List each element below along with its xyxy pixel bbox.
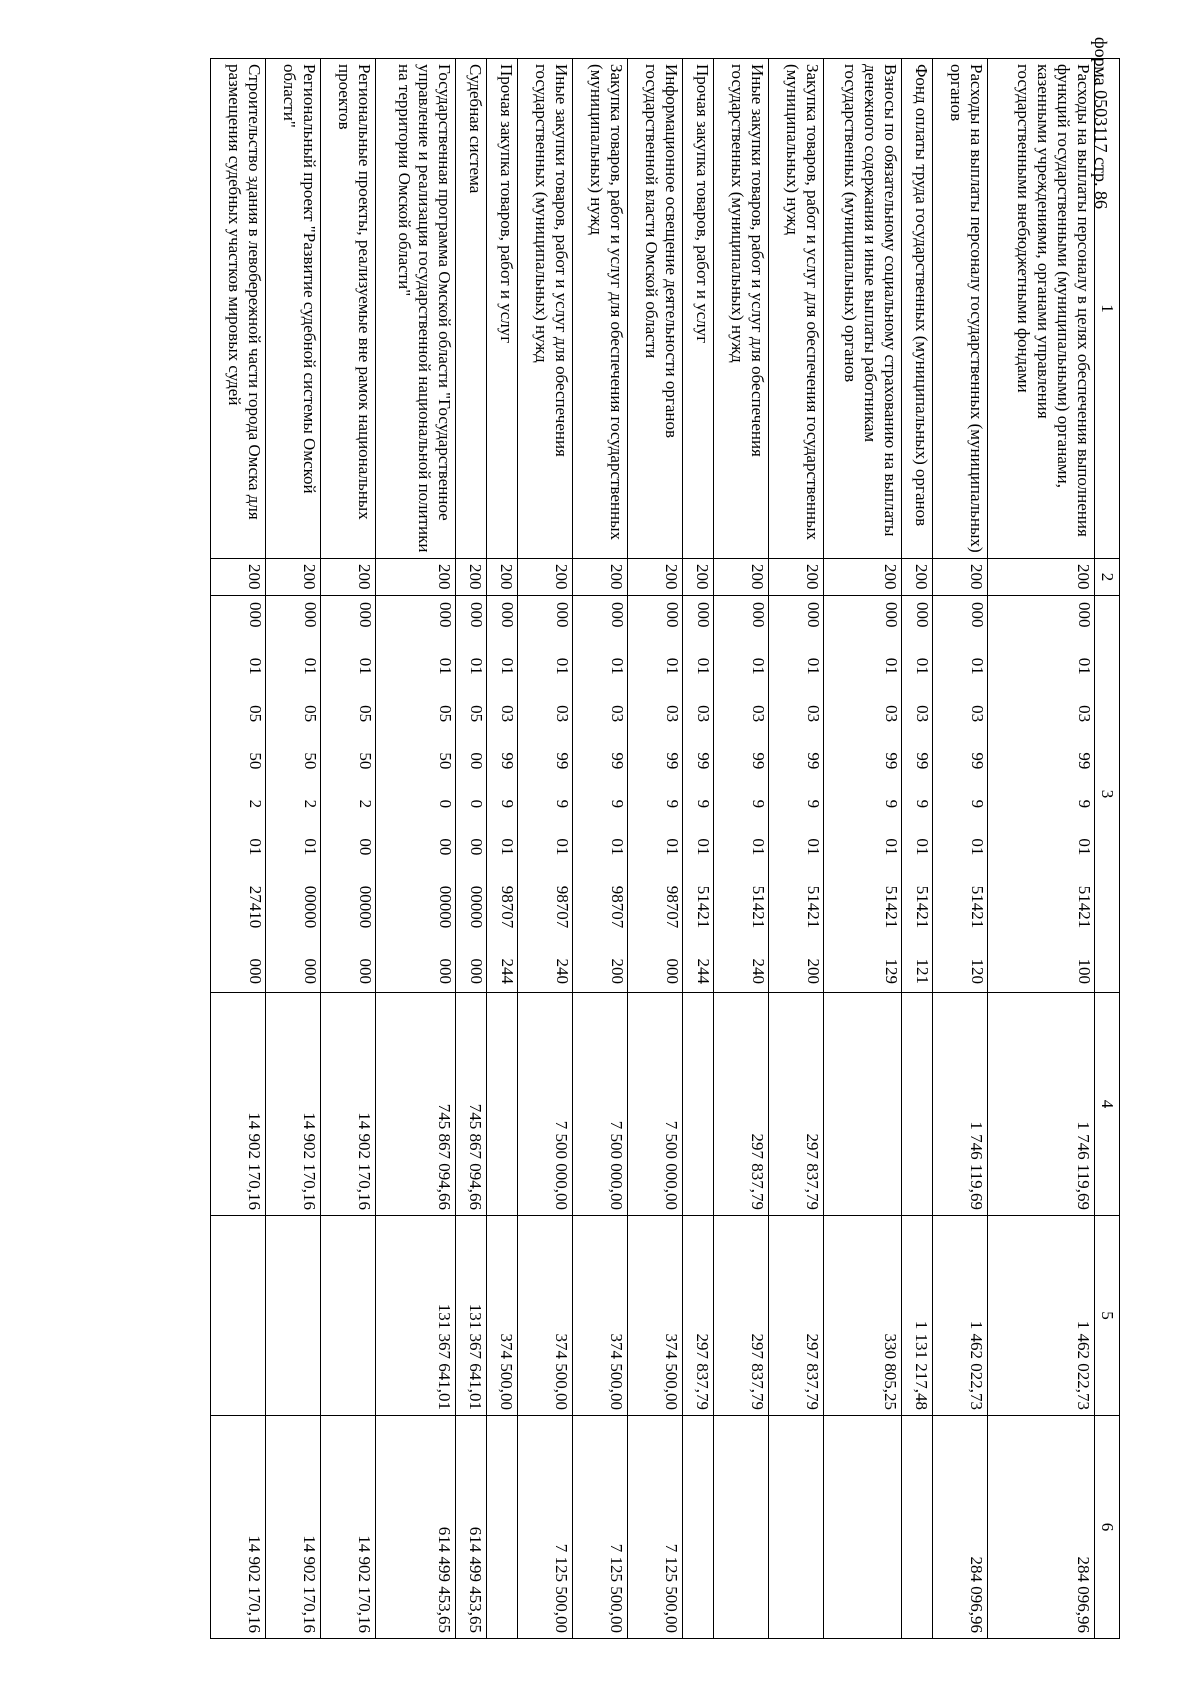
unexecuted-amount [682,1416,713,1639]
code-segment: 05 [466,705,486,723]
code-segment: 50 [300,752,320,770]
table-row [210,59,265,1639]
code-segment: 01 [967,838,987,856]
code-segment: 01 [881,657,901,675]
table-row [768,59,823,1639]
code-segments [435,598,455,990]
code-segment: 000 [245,958,265,984]
col-header-6: 6 [1094,1416,1119,1639]
code-segment: 9 [607,799,627,809]
budget-classification-code [682,596,713,993]
code-segment: 05 [300,705,320,723]
code-segment: 000 [748,602,768,628]
code-segment: 51421 [967,885,987,929]
code-segments [355,598,375,990]
row-description: Расходы на выплаты персоналу в целях обеспечения выполнения функций государственными (муниципальными) органами, казенными учреждениями, органами управления государственными внебюджетными фондами [987,59,1094,559]
code-segment: 000 [355,602,375,628]
code-segment: 129 [881,958,901,984]
executed-amount [265,1216,320,1416]
budget-classification-code [455,596,486,993]
row-description: Региональный проект "Развитие судебной системы Омской области" [265,59,320,559]
row-description: Иные закупки товаров, работ и услуг для обеспечения государственных (муниципальных) нужд [517,59,572,559]
unexecuted-amount: 614 499 453,65 [375,1416,455,1639]
budget-classification-code [987,596,1094,993]
code-segment: 000 [355,958,375,984]
approved-amount: 745 867 094,66 [375,993,455,1216]
code-segment: 9 [662,799,682,809]
code-segment: 01 [803,838,823,856]
approved-amount: 14 902 170,16 [265,993,320,1216]
code-segment: 9 [552,799,572,809]
code-segment: 00000 [466,885,486,929]
code-segment: 51421 [912,885,932,929]
unexecuted-amount [713,1416,768,1639]
budget-classification-code [932,596,987,993]
executed-amount: 297 837,79 [713,1216,768,1416]
line-code: 200 [627,559,682,596]
approved-amount: 1 746 119,69 [932,993,987,1216]
code-segment: 01 [607,657,627,675]
table-row [455,59,486,1639]
table-row [517,59,572,1639]
table-row [932,59,987,1639]
code-segment: 01 [912,657,932,675]
code-segment: 03 [748,705,768,723]
approved-amount [823,993,901,1216]
col-header-3: 3 [1094,596,1119,993]
unexecuted-amount: 614 499 453,65 [455,1416,486,1639]
approved-amount [486,993,517,1216]
row-description: Взносы по обязательному социальному страхованию на выплаты денежного содержания и иные выплаты работникам государственных (муниципальных) органов [823,59,901,559]
code-segment: 01 [693,838,713,856]
table-row [265,59,320,1639]
code-segment: 99 [748,752,768,770]
code-segment: 01 [881,838,901,856]
code-segment: 200 [803,958,823,984]
executed-amount: 131 367 641,01 [455,1216,486,1416]
line-code: 200 [455,559,486,596]
approved-amount: 745 867 094,66 [455,993,486,1216]
code-segment: 99 [967,752,987,770]
unexecuted-amount [486,1416,517,1639]
code-segment: 01 [748,657,768,675]
unexecuted-amount: 284 096,96 [932,1416,987,1639]
code-segment: 000 [803,602,823,628]
code-segment: 01 [662,657,682,675]
code-segments [693,598,713,990]
code-segment: 01 [497,657,517,675]
row-description: Государственная программа Омской области "Государственное управление и реализация государственной национальной политики на территории Омской области" [375,59,455,559]
code-segment: 9 [497,799,517,809]
unexecuted-amount: 14 902 170,16 [320,1416,375,1639]
code-segment: 00 [466,838,486,856]
code-segment: 000 [662,958,682,984]
approved-amount: 297 837,79 [713,993,768,1216]
unexecuted-amount: 14 902 170,16 [265,1416,320,1639]
code-segment: 2 [300,799,320,809]
line-code: 200 [486,559,517,596]
unexecuted-amount [901,1416,932,1639]
budget-classification-code [768,596,823,993]
line-code: 200 [375,559,455,596]
code-segments [1074,598,1094,990]
budget-classification-code [823,596,901,993]
code-segment: 01 [355,657,375,675]
code-segments [662,598,682,990]
code-segment: 00 [355,838,375,856]
code-segment: 244 [497,958,517,984]
report-table-rotated [117,58,1120,1638]
code-segment: 03 [497,705,517,723]
line-code: 200 [572,559,627,596]
budget-classification-code [901,596,932,993]
code-segment: 121 [912,958,932,984]
code-segment: 01 [552,838,572,856]
code-segment: 03 [552,705,572,723]
executed-amount: 374 500,00 [517,1216,572,1416]
unexecuted-amount: 7 125 500,00 [572,1416,627,1639]
code-segment: 98707 [497,885,517,929]
approved-amount: 7 500 000,00 [517,993,572,1216]
executed-amount: 1 131 217,48 [901,1216,932,1416]
budget-classification-code [486,596,517,993]
code-segment: 50 [435,752,455,770]
approved-amount: 7 500 000,00 [627,993,682,1216]
table-row [682,59,713,1639]
code-segment: 50 [245,752,265,770]
code-segment: 99 [881,752,901,770]
code-segment: 51421 [881,885,901,929]
code-segment: 120 [967,958,987,984]
code-segment: 01 [1074,657,1094,675]
approved-amount: 1 746 119,69 [987,993,1094,1216]
code-segment: 01 [1074,838,1094,856]
code-segment: 2 [355,799,375,809]
code-segment: 99 [1074,752,1094,770]
code-segment: 000 [245,602,265,628]
code-segment: 01 [662,838,682,856]
code-segment: 000 [881,602,901,628]
budget-classification-code [265,596,320,993]
code-segments [967,598,987,990]
code-segment: 51421 [1074,885,1094,929]
col-header-1: 1 [1094,59,1119,559]
line-code: 200 [682,559,713,596]
code-segment: 01 [245,838,265,856]
code-segment: 03 [803,705,823,723]
code-segment: 03 [912,705,932,723]
approved-amount [682,993,713,1216]
code-segment: 000 [607,602,627,628]
code-segment: 000 [912,602,932,628]
code-segment: 9 [748,799,768,809]
code-segment: 05 [355,705,375,723]
code-segment: 000 [497,602,517,628]
code-segment: 244 [693,958,713,984]
line-code: 200 [823,559,901,596]
code-segment: 9 [881,799,901,809]
row-description: Судебная система [455,59,486,559]
code-segment: 03 [693,705,713,723]
budget-classification-code [517,596,572,993]
col-header-4: 4 [1094,993,1119,1216]
code-segment: 99 [803,752,823,770]
code-segment: 50 [355,752,375,770]
code-segment: 01 [300,838,320,856]
budget-classification-code [210,596,265,993]
executed-amount [210,1216,265,1416]
executed-amount: 297 837,79 [768,1216,823,1416]
budget-classification-code [320,596,375,993]
code-segment: 00000 [300,885,320,929]
code-segment: 03 [1074,705,1094,723]
line-code: 200 [713,559,768,596]
table-row [713,59,768,1639]
code-segments [552,598,572,990]
code-segment: 0 [435,799,455,809]
executed-amount: 1 462 022,73 [987,1216,1094,1416]
code-segment: 01 [466,657,486,675]
row-description: Региональные проекты, реализуемые вне рамок национальных проектов [320,59,375,559]
code-segment: 03 [662,705,682,723]
code-segment: 01 [245,657,265,675]
code-segment: 000 [693,602,713,628]
line-code: 200 [901,559,932,596]
form-page-label: форма 0503117 стр. 86 [1091,37,1111,210]
code-segment: 240 [552,958,572,984]
code-segment: 000 [967,602,987,628]
line-code: 200 [320,559,375,596]
executed-amount: 297 837,79 [682,1216,713,1416]
budget-classification-code [713,596,768,993]
executed-amount: 374 500,00 [486,1216,517,1416]
code-segment: 000 [300,958,320,984]
code-segment: 51421 [803,885,823,929]
row-description: Информационное освещение деятельности органов государственной власти Омской области [627,59,682,559]
code-segment: 99 [662,752,682,770]
code-segments [497,598,517,990]
code-segment: 51421 [748,885,768,929]
code-segments [466,598,486,990]
code-segment: 000 [552,602,572,628]
code-segment: 000 [466,958,486,984]
col-header-5: 5 [1094,1216,1119,1416]
code-segment: 9 [803,799,823,809]
table-body [210,59,1094,1639]
line-code: 200 [987,559,1094,596]
budget-classification-code [572,596,627,993]
row-description: Иные закупки товаров, работ и услуг для обеспечения государственных (муниципальных) нужд [713,59,768,559]
executed-amount [320,1216,375,1416]
executed-amount: 374 500,00 [627,1216,682,1416]
code-segment: 9 [912,799,932,809]
row-description: Прочая закупка товаров, работ и услуг [486,59,517,559]
table-row [987,59,1094,1639]
code-segment: 01 [748,838,768,856]
code-segment: 00000 [355,885,375,929]
table-row [320,59,375,1639]
code-segment: 99 [607,752,627,770]
code-segment: 01 [912,838,932,856]
approved-amount [901,993,932,1216]
table-row [823,59,901,1639]
line-code: 200 [932,559,987,596]
code-segments [881,598,901,990]
code-segment: 99 [912,752,932,770]
approved-amount: 14 902 170,16 [320,993,375,1216]
executed-amount: 1 462 022,73 [932,1216,987,1416]
code-segment: 00 [466,752,486,770]
code-segment: 00000 [435,885,455,929]
row-description: Фонд оплаты труда государственных (муниципальных) органов [901,59,932,559]
code-segment: 000 [662,602,682,628]
table-row [572,59,627,1639]
unexecuted-amount [768,1416,823,1639]
header-row [1094,59,1119,1639]
code-segment: 99 [693,752,713,770]
row-description: Прочая закупка товаров, работ и услуг [682,59,713,559]
code-segment: 98707 [552,885,572,929]
row-description: Закупка товаров, работ и услуг для обеспечения государственных (муниципальных) нужд [572,59,627,559]
code-segment: 27410 [245,885,265,929]
budget-classification-code [375,596,455,993]
code-segment: 240 [748,958,768,984]
code-segment: 000 [300,602,320,628]
unexecuted-amount: 284 096,96 [987,1416,1094,1639]
unexecuted-amount [823,1416,901,1639]
code-segment: 05 [245,705,265,723]
code-segment: 03 [881,705,901,723]
table-row [901,59,932,1639]
code-segment: 0 [466,799,486,809]
code-segments [748,598,768,990]
line-code: 200 [210,559,265,596]
table-row [375,59,455,1639]
approved-amount: 14 902 170,16 [210,993,265,1216]
code-segment: 51421 [693,885,713,929]
code-segment: 01 [435,657,455,675]
line-code: 200 [768,559,823,596]
code-segment: 99 [497,752,517,770]
line-code: 200 [265,559,320,596]
code-segment: 200 [607,958,627,984]
table-row [627,59,682,1639]
code-segment: 01 [552,657,572,675]
unexecuted-amount: 7 125 500,00 [517,1416,572,1639]
code-segments [245,598,265,990]
row-description: Строительство здания в левобережной части города Омска для размещения судебных участков мировых судей [210,59,265,559]
code-segment: 03 [607,705,627,723]
row-description: Закупка товаров, работ и услуг для обеспечения государственных (муниципальных) нужд [768,59,823,559]
code-segment: 03 [967,705,987,723]
unexecuted-amount: 7 125 500,00 [627,1416,682,1639]
code-segment: 01 [693,657,713,675]
code-segment: 000 [435,602,455,628]
code-segment: 01 [967,657,987,675]
row-description: Расходы на выплаты персоналу государственных (муниципальных) органов [932,59,987,559]
executed-amount: 131 367 641,01 [375,1216,455,1416]
executed-amount: 330 805,25 [823,1216,901,1416]
code-segment: 99 [552,752,572,770]
code-segment: 01 [300,657,320,675]
code-segment: 100 [1074,958,1094,984]
code-segment: 9 [693,799,713,809]
code-segment: 98707 [607,885,627,929]
code-segment: 01 [803,657,823,675]
code-segment: 05 [435,705,455,723]
code-segments [300,598,320,990]
col-header-2: 2 [1094,559,1119,596]
code-segment: 9 [967,799,987,809]
code-segment: 98707 [662,885,682,929]
line-code: 200 [517,559,572,596]
report-table [210,58,1120,1639]
budget-classification-code [627,596,682,993]
unexecuted-amount: 14 902 170,16 [210,1416,265,1639]
code-segments [803,598,823,990]
code-segment: 9 [1074,799,1094,809]
code-segment: 00 [435,838,455,856]
executed-amount: 374 500,00 [572,1216,627,1416]
code-segment: 000 [1074,602,1094,628]
approved-amount: 7 500 000,00 [572,993,627,1216]
code-segments [912,598,932,990]
approved-amount: 297 837,79 [768,993,823,1216]
code-segment: 000 [435,958,455,984]
code-segments [607,598,627,990]
table-row [486,59,517,1639]
code-segment: 01 [497,838,517,856]
code-segment: 01 [607,838,627,856]
code-segment: 2 [245,799,265,809]
code-segment: 000 [466,602,486,628]
